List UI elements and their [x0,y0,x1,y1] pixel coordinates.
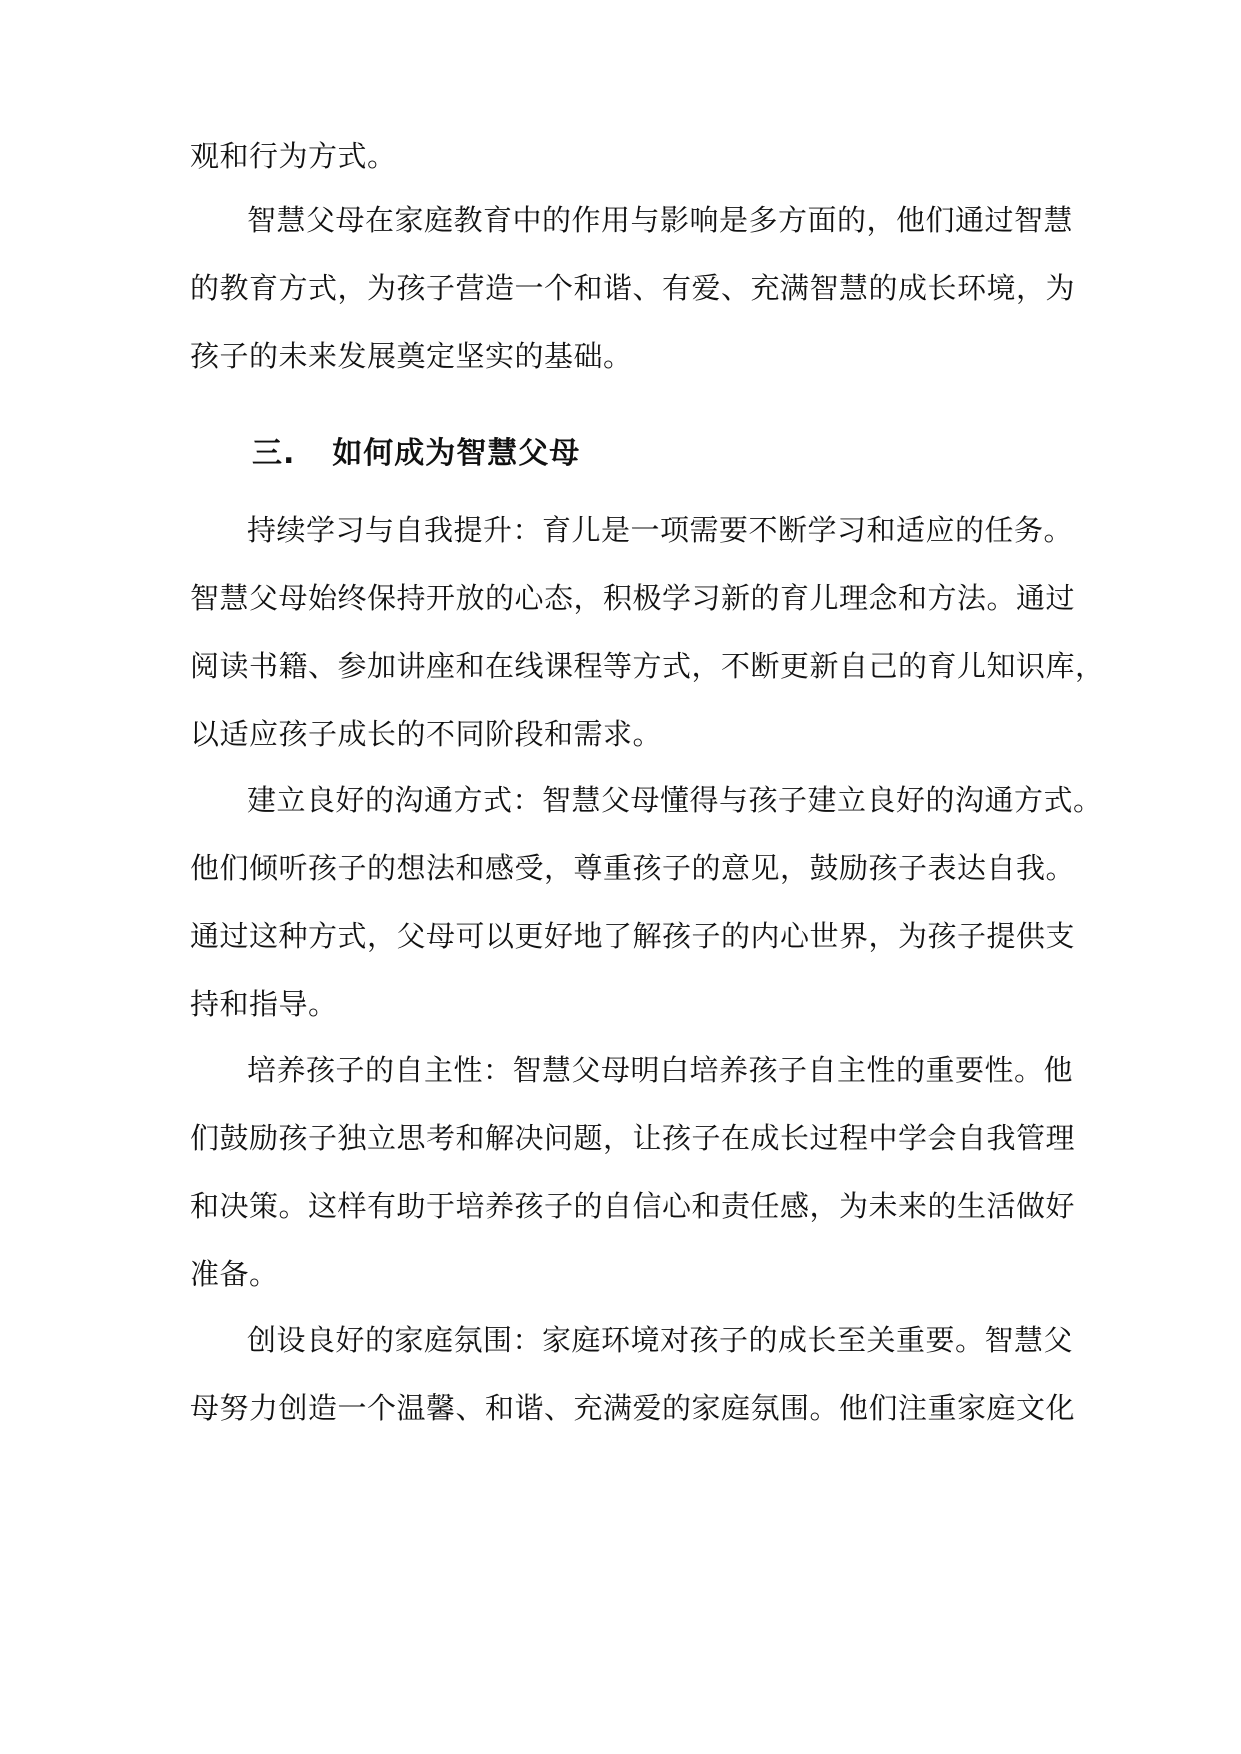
paragraph-4-line-2: 们鼓励孩子独立思考和解决问题，让孩子在成长过程中学会自我管理 [190,1121,1076,1155]
section-heading [252,434,580,474]
paragraph-5-line-2: 母努力创造一个温馨、和谐、充满爱的家庭氛围。他们注重家庭文化 [190,1391,1076,1425]
paragraph-2-line-3: 阅读书籍、参加讲座和在线课程等方式，不断更新自己的育儿知识库， [190,649,1105,683]
paragraph-2-line-2: 智慧父母始终保持开放的心态，积极学习新的育儿理念和方法。通过 [190,581,1076,615]
paragraph-2-line-1: 持续学习与自我提升：育儿是一项需要不断学习和适应的任务。 [247,513,1074,547]
paragraph-1-line-3: 孩子的未来发展奠定坚实的基础。 [190,339,633,373]
section-number: 三. [252,436,296,471]
paragraph-3-line-4: 持和指导。 [190,987,338,1021]
paragraph-3-line-1: 建立良好的沟通方式：智慧父母懂得与孩子建立良好的沟通方式。 [247,783,1103,817]
paragraph-4-line-4: 准备。 [190,1257,279,1291]
paragraph-5-line-1: 创设良好的家庭氛围：家庭环境对孩子的成长至关重要。智慧父 [247,1323,1074,1357]
paragraph-3-line-3: 通过这种方式，父母可以更好地了解孩子的内心世界，为孩子提供支 [190,919,1076,953]
paragraph-1-line-2: 的教育方式，为孩子营造一个和谐、有爱、充满智慧的成长环境，为 [190,271,1076,305]
paragraph-4-line-3: 和决策。这样有助于培养孩子的自信心和责任感，为未来的生活做好 [190,1189,1076,1223]
paragraph-4-line-1: 培养孩子的自主性：智慧父母明白培养孩子自主性的重要性。他 [247,1053,1074,1087]
paragraph-0-line-1: 观和行为方式。 [190,139,397,173]
paragraph-2-line-4: 以适应孩子成长的不同阶段和需求。 [190,717,663,751]
paragraph-3-line-2: 他们倾听孩子的想法和感受，尊重孩子的意见，鼓励孩子表达自我。 [190,851,1076,885]
paragraph-1-line-1: 智慧父母在家庭教育中的作用与影响是多方面的，他们通过智慧 [247,203,1074,237]
section-title: 如何成为智慧父母 [332,436,581,471]
